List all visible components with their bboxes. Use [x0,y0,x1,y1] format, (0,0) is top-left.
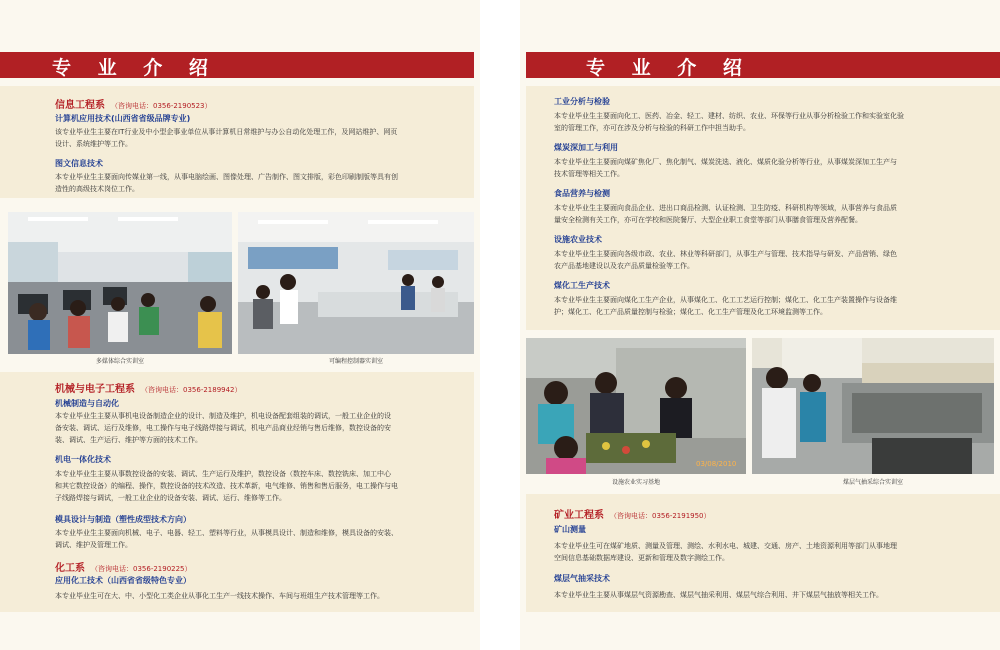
desc-line: 子线路焊接与调试，一般工业企业的设备安装、调试、运行、维修等工作。 [55,494,286,502]
desc-line: 设计、系统维护等工作。 [55,140,132,148]
desc-line: 本专业毕业生主要面向机械、电子、电器、轻工、塑料等行业，从事模具设计、制造和维修，模具设备的安装、 [55,529,398,537]
dept-phone: （咨询电话：0356-2189942） [141,386,242,394]
photo-caption: 可编程控制器实训室 [328,358,383,365]
left-banner [0,52,474,78]
desc-line: 护；煤化工、化工产品质量控制与检验；煤化工、化工生产管理及化工环境监测等工作。 [554,308,827,316]
major-title: 工业分析与检验 [554,97,610,106]
agri-base-photo [526,338,746,474]
cbm-lab-photo [752,338,994,474]
desc-line: 本专业毕业生主要从事数控设备的安装、调试、生产运行及维护，数控设备（数控车床、数控铣床、加工中心 [55,470,391,478]
right-page [520,0,1000,650]
page-spine [480,0,520,650]
desc-line: 该专业毕业生主要在IT行业及中小型企事业单位从事计算机日常维护与办公自动化处理工作，及网站维护、网页 [55,128,398,136]
major-desc [55,468,398,504]
major-desc [554,110,904,134]
desc-line: 调试、维护及管理工作。 [55,541,132,549]
major-desc [554,156,897,180]
desc-line: 本专业毕业生主要面向煤矿焦化厂、焦化制气、煤炭洗选、液化、煤质化验分析等行业，从事煤炭深加工生产与 [554,158,897,166]
major-title: 应用化工技术（山西省省级特色专业） [55,576,191,585]
desc-line: 本专业毕业生主要面向煤化工生产企业，从事煤化工、化工工艺运行控制；煤化工、化工生产装置操作与设备维 [554,296,897,304]
major-title: 矿山测量 [554,525,586,534]
photo-caption: 多媒体综合实训室 [95,358,144,365]
dept-phone: （咨询电话：0356-2190523） [111,102,212,110]
desc-line: 室的管理工作，亦可在涉及分析与检验的科研工作中担当助手。 [554,124,750,132]
desc-line: 农产品基地建设以及农产品质量检验等工作。 [554,262,694,270]
chem-majors-section [526,86,1000,330]
desc-line: 本专业毕业生主要面向各级市政、农业、林业等科研部门，从事生产与管理、技术指导与研发、产品营销、绿色 [554,250,897,258]
desc-line: 装、调试、生产运行、维护等方面的技术工作。 [55,436,202,444]
right-banner [526,52,1000,78]
left-banner-title: 专 业 介 绍 [52,57,218,79]
major-desc [554,202,897,226]
dept-name: 信息工程系 [55,100,105,111]
major-title: 煤炭深加工与利用 [554,143,618,152]
major-desc [55,410,391,446]
dept-title [55,380,242,395]
dept-title [55,559,192,574]
dept-phone: （咨询电话：0356-2190225） [91,565,192,573]
major-desc [55,126,397,150]
major-desc [55,590,384,602]
dept-name: 矿业工程系 [554,510,604,521]
desc-line: 量安全检测有关工作，亦可在学校和医院餐厅、大型企业职工食堂等部门从事膳食管理及营养配餐。 [554,216,862,224]
desc-line: 本专业毕业生可在煤矿地质、测量及管理、测绘、水利水电、城建、交通、房产、土地资源利用等部门从事地理 [554,542,897,550]
info-eng-section [0,86,474,198]
left-page [0,0,480,650]
major-title: 食品营养与检测 [554,189,610,198]
desc-line: 和其它数控设备）的编程、操作，数控设备的技术改造、技术革新，电气维修、销售和售后服务，电工操作与电 [55,482,398,490]
major-title: 设施农业技术 [554,235,602,244]
major-title: 模具设计与制造（塑性成型技术方向） [55,515,191,524]
desc-line: 本专业毕业生主要面向食品企业、进出口商品检测、认证检测、卫生防疫、科研机构等领域，从事营养与食品质 [554,204,897,212]
desc-line: 本专业毕业生主要面向化工、医药、冶金、轻工、建材、纺织、农业、环保等行业从事分析检验工作和实验室化验 [554,112,904,120]
major-desc [554,294,897,318]
major-desc [554,540,897,564]
major-desc [554,248,897,272]
dept-title [55,96,212,111]
dept-title [554,506,711,521]
major-title: 机械制造与自动化 [55,399,119,408]
desc-line: 造性的高级技术岗位工作。 [55,185,139,193]
multimedia-room-photo [8,212,232,354]
major-title: 机电一体化技术 [55,455,111,464]
desc-line: 技术管理等相关工作。 [554,170,624,178]
major-desc [554,589,883,601]
desc-line: 备安装、调试、运行及维修，电工操作与电子线路焊接与调试，机电产品商业经销与售后维修，数控设备的安 [55,424,391,432]
desc-line: 本专业毕业生可在大、中、小型化工类企业从事化工生产一线技术操作、车间与班组生产技术管理等工作。 [55,592,384,600]
major-desc [55,527,398,551]
major-title: 图文信息技术 [55,159,103,168]
desc-line: 空间信息基础数据库建设、更新和管理及数字测绘工作。 [554,554,729,562]
plc-lab-photo [238,212,474,354]
desc-line: 本专业毕业生主要面向传媒业第一线，从事电脑绘画、图像处理、广告制作、图文排版，彩色印刷制版等具有创 [55,173,398,181]
desc-line: 本专业毕业生主要从事煤层气资源勘查、煤层气抽采利用、煤层气综合利用、井下煤层气抽放等相关工作。 [554,591,883,599]
mech-elec-section [0,372,474,612]
major-desc [55,171,398,195]
dept-name: 化工系 [55,563,85,574]
major-title: 计算机应用技术(山西省省级品牌专业) [55,114,191,123]
mining-section [526,494,1000,612]
dept-phone: （咨询电话：0356-2191950） [610,512,711,520]
photo-caption: 煤层气抽采综合实训室 [842,479,903,486]
major-title: 煤化工生产技术 [554,281,610,290]
dept-name: 机械与电子工程系 [55,384,135,395]
svg-text:03/08/2010: 03/08/2010 [696,460,737,468]
major-title: 煤层气抽采技术 [554,574,610,583]
right-banner-title: 专 业 介 绍 [586,57,752,79]
desc-line: 本专业毕业生主要从事机电设备制造企业的设计、制造及维护，机电设备配套组装的调试，一般工业企业的设 [55,412,391,420]
photo-caption: 设施农业实习基地 [611,479,660,486]
